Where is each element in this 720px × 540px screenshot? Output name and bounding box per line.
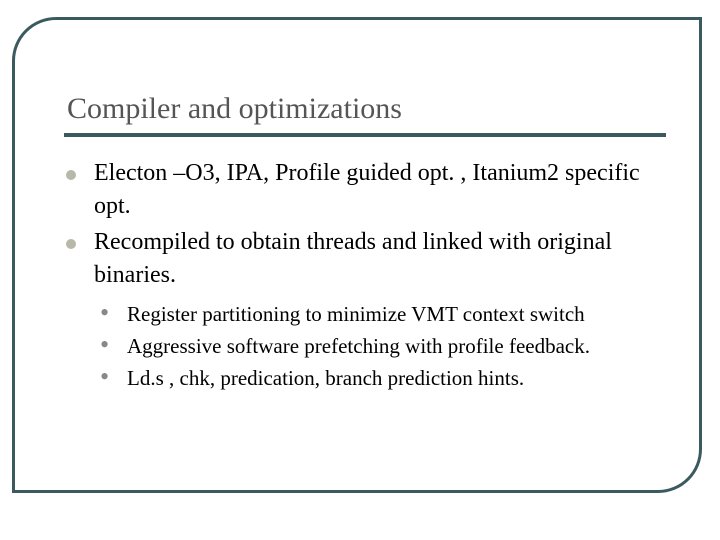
sub-bullet-item [94,298,665,330]
sub-bullet-item [94,330,665,362]
bullet-dot-icon: • [100,362,110,391]
bullet-dot-icon: • [100,330,110,359]
sub-bullet-text: Aggressive software prefetching with profile feedback. [127,334,590,358]
slide-title: Compiler and optimizations [67,92,402,125]
sub-bullet-list [94,298,665,394]
bullet-dot-icon: • [100,298,110,327]
bullet-item [65,157,665,223]
bullet-text: Electon –O3, IPA, Profile guided opt. , Itanium2 specific opt. [94,160,640,219]
bullet-item [65,226,665,394]
sub-bullet-text: Ld.s , chk, predication, branch prediction hints. [127,366,525,390]
sub-bullet-text: Register partitioning to minimize VMT context switch [127,302,585,326]
filled-circle-icon [66,239,76,249]
filled-circle-icon [66,170,76,180]
bullet-text: Recompiled to obtain threads and linked with original binaries. [94,229,612,288]
bullet-list [65,157,665,397]
sub-bullet-item [94,362,665,394]
title-underline [64,133,666,137]
